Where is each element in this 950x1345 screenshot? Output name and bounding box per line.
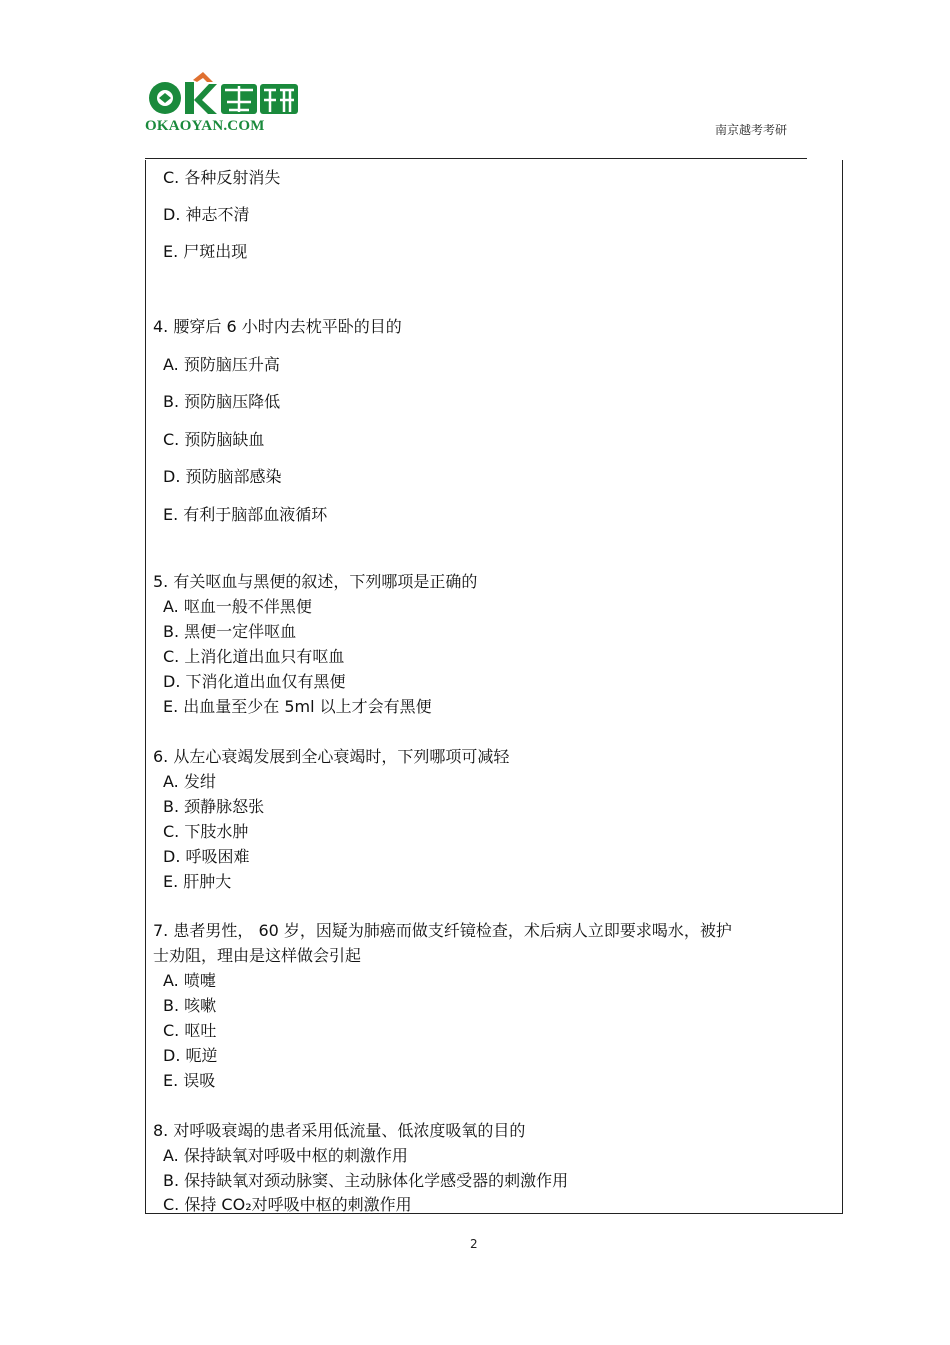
option-q7-a: A. 喷嚏 [163,971,216,990]
option-q8-b: B. 保持缺氧对颈动脉窦、主动脉体化学感受器的刺激作用 [163,1171,569,1190]
option-q6-e: E. 肝肿大 [163,872,232,891]
option-q5-c: C. 上消化道出血只有呕血 [163,647,345,666]
option-q3-e: E. 尸斑出现 [163,242,248,261]
option-q6-d: D. 呼吸困难 [163,847,250,866]
option-q4-a: A. 预防脑压升高 [163,355,280,374]
option-q8-a: A. 保持缺氧对呼吸中枢的刺激作用 [163,1146,408,1165]
option-q7-c: C. 呕吐 [163,1021,217,1040]
question-8-stem: 8. 对呼吸衰竭的患者采用低流量、低浓度吸氧的目的 [153,1121,526,1140]
question-7-stem: 7. 患者男性， 60 岁，因疑为肺癌而做支纤镜检查，术后病人立即要求喝水，被护 [153,921,732,940]
option-q5-e: E. 出血量至少在 5ml 以上才会有黑便 [163,697,432,716]
site-name: 南京越考考研 [715,123,788,137]
question-5-stem: 5. 有关呕血与黑便的叙述，下列哪项是正确的 [153,572,478,591]
option-q6-c: C. 下肢水肿 [163,822,249,841]
option-q6-a: A. 发绀 [163,772,216,791]
option-q7-e: E. 误吸 [163,1071,216,1090]
option-q4-d: D. 预防脑部感染 [163,467,282,486]
option-q3-c: C. 各种反射消失 [163,168,281,187]
option-q4-e: E. 有利于脑部血液循环 [163,505,328,524]
logo-url-text: OKAOYAN.COM [145,118,265,134]
question-4-stem: 4. 腰穿后 6 小时内去枕平卧的目的 [153,317,402,336]
header-rule [145,158,807,159]
option-q6-b: B. 颈静脉怒张 [163,797,265,816]
question-6-stem: 6. 从左心衰竭发展到全心衰竭时，下列哪项可减轻 [153,747,510,766]
logo-mark-icon [145,72,305,118]
option-q5-a: A. 呕血一般不伴黑便 [163,597,312,616]
option-q7-d: D. 呃逆 [163,1046,218,1065]
page-number: 2 [470,1237,478,1251]
okaoyan-logo [145,72,305,136]
option-q3-d: D. 神志不清 [163,205,250,224]
option-q4-b: B. 预防脑压降低 [163,392,281,411]
option-q7-b: B. 咳嗽 [163,996,217,1015]
option-q5-b: B. 黑便一定伴呕血 [163,622,297,641]
option-q5-d: D. 下消化道出血仅有黑便 [163,672,346,691]
question-7-stem-cont: 士劝阻，理由是这样做会引起 [153,946,362,965]
question-frame [145,160,843,1214]
option-q4-c: C. 预防脑缺血 [163,430,265,449]
option-q8-c: C. 保持 CO₂对呼吸中枢的刺激作用 [163,1195,412,1214]
